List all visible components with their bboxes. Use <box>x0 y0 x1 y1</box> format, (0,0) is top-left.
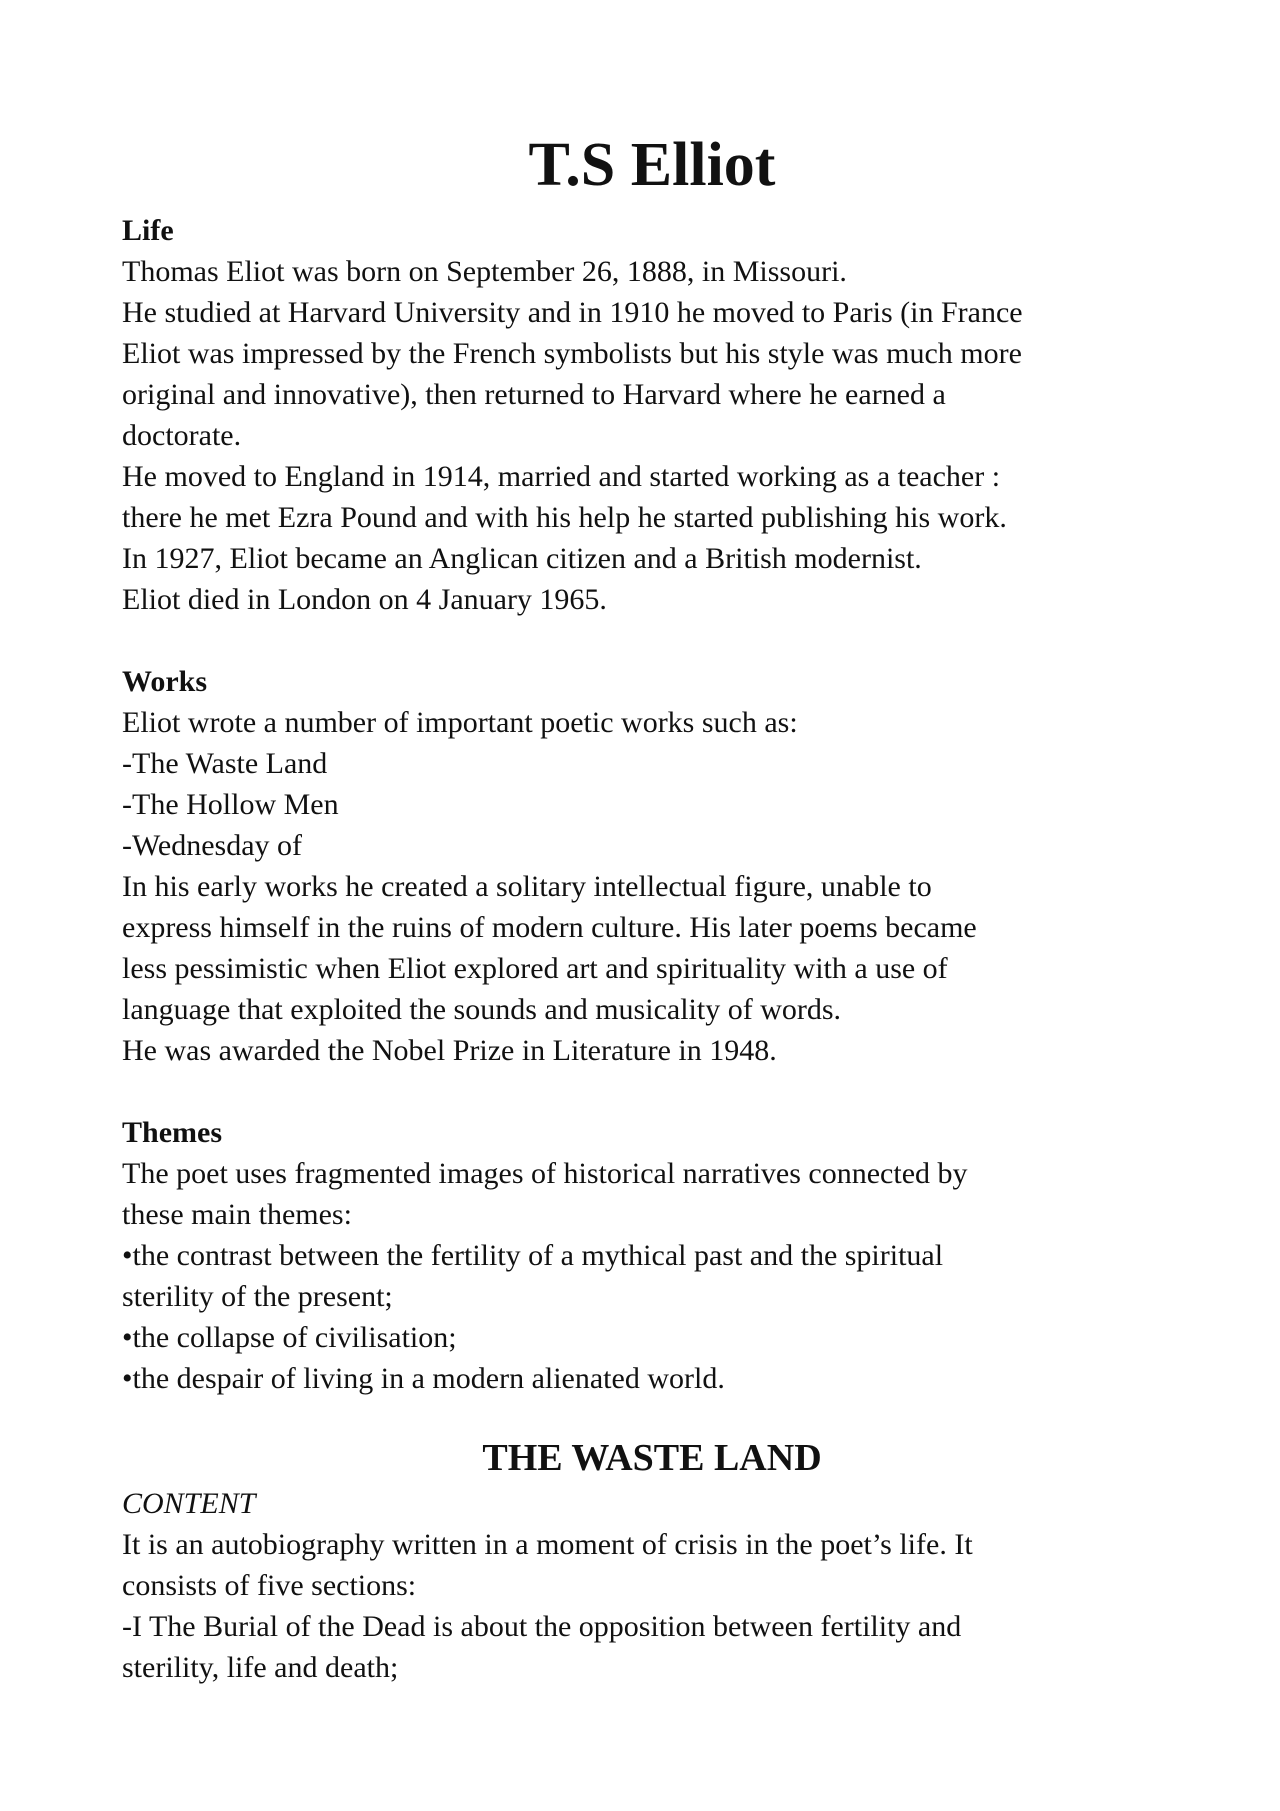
text-line: He moved to England in 1914, married and started working as a teacher : <box>122 460 1001 493</box>
spacer <box>122 1071 1182 1112</box>
list-item: -I The Burial of the Dead is about the opposition between fertility and <box>122 1610 962 1643</box>
text-line: sterility of the present; <box>122 1280 393 1313</box>
document-body <box>122 126 1182 1688</box>
section-works <box>122 661 1182 1071</box>
subheading-content: CONTENT <box>122 1487 256 1520</box>
list-item: -Wednesday of <box>122 829 303 862</box>
text-line: language that exploited the sounds and musicality of words. <box>122 993 842 1026</box>
text-line: Eliot died in London on 4 January 1965. <box>122 583 607 616</box>
text-line: In his early works he created a solitary intellectual figure, unable to <box>122 870 932 903</box>
spacer <box>122 620 1182 661</box>
list-item: -The Hollow Men <box>122 788 339 821</box>
section-waste-land <box>122 1435 1182 1688</box>
spacer <box>122 1399 1182 1435</box>
text-line: original and innovative), then returned to Harvard where he earned a <box>122 378 946 411</box>
section-heading-works: Works <box>122 665 208 698</box>
section-heading-themes: Themes <box>122 1116 222 1149</box>
text-line: He studied at Harvard University and in 1910 he moved to Paris (in France <box>122 296 1023 329</box>
text-line: sterility, life and death; <box>122 1651 399 1684</box>
section-title-waste-land: THE WASTE LAND <box>482 1437 822 1479</box>
text-line: In 1927, Eliot became an Anglican citizen and a British modernist. <box>122 542 922 575</box>
text-line: The poet uses fragmented images of historical narratives connected by <box>122 1157 968 1190</box>
text-line: Eliot wrote a number of important poetic works such as: <box>122 706 798 739</box>
text-line: there he met Ezra Pound and with his help he started publishing his work. <box>122 501 1007 534</box>
text-line: Thomas Eliot was born on September 26, 1888, in Missouri. <box>122 255 847 288</box>
text-line: doctorate. <box>122 419 242 452</box>
text-line: He was awarded the Nobel Prize in Literature in 1948. <box>122 1034 777 1067</box>
text-line: Eliot was impressed by the French symbolists but his style was much more <box>122 337 1022 370</box>
text-line: express himself in the ruins of modern culture. His later poems became <box>122 911 977 944</box>
document-title: T.S Elliot <box>528 131 776 199</box>
text-line: It is an autobiography written in a moment of crisis in the poet’s life. It <box>122 1528 973 1561</box>
text-line: these main themes: <box>122 1198 352 1231</box>
section-heading-life: Life <box>122 214 174 247</box>
text-line: less pessimistic when Eliot explored art and spirituality with a use of <box>122 952 948 985</box>
text-line: consists of five sections: <box>122 1569 417 1602</box>
bullet-item: •the contrast between the fertility of a mythical past and the spiritual <box>122 1239 944 1272</box>
section-themes <box>122 1112 1182 1399</box>
list-item: -The Waste Land <box>122 747 328 780</box>
section-life <box>122 210 1182 620</box>
bullet-item: •the despair of living in a modern alienated world. <box>122 1362 725 1395</box>
bullet-item: •the collapse of civilisation; <box>122 1321 457 1354</box>
